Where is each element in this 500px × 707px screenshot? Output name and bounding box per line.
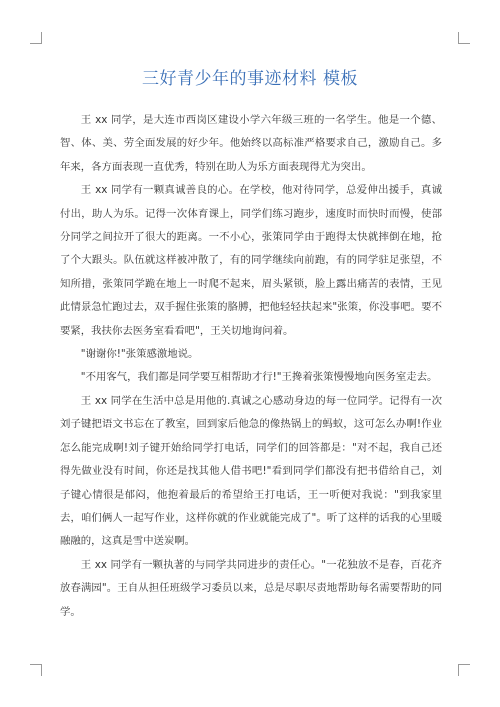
crop-mark-bottom-left [30, 664, 42, 676]
document-body [60, 109, 442, 624]
crop-mark-bottom-right [458, 664, 470, 676]
paragraph: "不用客气，我们都是同学要互相帮助才行!"王搀着张策慢慢地向医务室走去。 [80, 371, 438, 384]
paragraph: "谢谢你!"张策感激地说。 [80, 348, 199, 361]
document-title: 三好青少年的事迹材料 模板 [142, 69, 358, 89]
crop-mark-top-left [30, 32, 42, 44]
paragraph: 王 xx 同学在生活中总是用他的.真诚之心感动身边的每一位同学。记得有一次刘子键把语文书忘在了教室，回到家后他急的像热锅上的蚂蚁，这可怎么办啊!作业怎么能完成啊!刘子键开始给同学打电话，同学们的回答都是："对不起，我自己还得先做业没有时间，你还是找其他人借书吧!"看到同学们都没有把书借给自己，刘子键心情很是郁闷，他抱着最后的希望给王打电话，王一听便对我说："到我家里去，咱们俩人一起写作业，这样你就的作业就能完成了"。听了这样的话我的心里暖融融的，这真是雪中送炭啊。 [60, 394, 442, 548]
paragraph: 王 xx 同学有一颗真诚善良的心。在学校，他对待同学，总爱伸出援手，真诚付出，助人为乐。记得一次体育课上，同学们练习跑步，速度时而快时而慢，使部分同学之间拉开了很大的距离。一不小心，张策同学由于跑得太快就摔倒在地，抢了个大跟头。队伍就这样被冲散了，有的同学继续向前跑，有的同学驻足张望，不知所措，张策同学跪在地上一时爬不起来，眉头紧锁，脸上露出痛苦的表情，王见此情景急忙跑过去，双手握住张策的胳膊，把他轻轻扶起来"张策，你没事吧。要不要紧，我扶你去医务室看看吧"，王关切地询问着。 [60, 184, 442, 337]
crop-mark-top-right [458, 32, 470, 44]
paragraph: 王 xx 同学，是大连市西岗区建设小学六年级三班的一名学生。他是一个德、智、体、美、劳全面发展的好少年。他始终以高标准严格要求自己，激励自己。多年来，各方面表现一直优秀，特别在助人为乐方面表现得尤为突出。 [60, 114, 442, 173]
paragraph: 王 xx 同学有一颗执著的与同学共同进步的责任心。"一花独放不是春，百花齐放春满园"。王自从担任班级学习委员以来，总是尽职尽责地帮助每名需要帮助的同学。 [60, 558, 442, 618]
